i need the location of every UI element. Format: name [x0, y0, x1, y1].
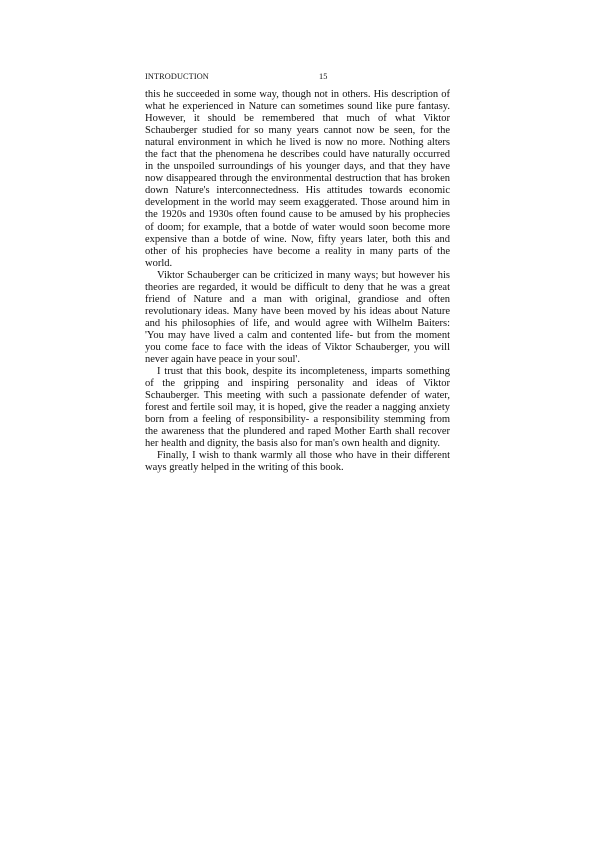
- paragraph-continuation: this he succeeded in some way, though not in others. His description of what he experienced in Nature can sometimes sound like pure fantasy. However, it should be remembered that much of what Viktor Schauberger studied for so many years cannot now be seen, for the natural environment in which he lived is now no more. Nothing alters the fact that the phenomena he describes could have naturally occurred in the unspoiled surroundings of his younger days, and that they have now disappeared through the environmental destruction that has broken down Nature's interconnectedness. His attitudes towards economic development in the world may seem exaggerated. Those around him in the 1920s and 1930s often found cause to be amused by his prophecies of doom; for example, that a botde of water would soon become more expensive than a botde of wine. Now, fifty years later, both this and other of his prophecies have become a reality in many parts of the world.: [145, 89, 450, 269]
- paragraph: Viktor Schauberger can be criticized in many ways; but however his theories are regarded, it would be difficult to deny that he was a great friend of Nature and a man with original, grandiose and often revolutionary ideas. Many have been moved by his ideas about Nature and his philosophies of life, and would agree with Wilhelm Baiters: 'You may have lived a calm and contented life- but from the moment you come face to face with the ideas of Viktor Schauberger, you will never again have peace in your soul'.: [145, 269, 450, 366]
- page-number: 15: [319, 72, 328, 81]
- body-text: [145, 89, 450, 475]
- running-header: [145, 72, 450, 84]
- paragraph: Finally, I wish to thank warmly all those who have in their different ways greatly helped in the writing of this book.: [145, 450, 450, 474]
- paragraph: I trust that this book, despite its incompleteness, imparts something of the gripping and inspiring personality and ideas of Viktor Schauberger. This meeting with such a passionate defender of water, forest and fertile soil may, it is hoped, give the reader a nagging anxiety born from a feeling of responsibility- a responsibility stemming from the awareness that the plundered and raped Mother Earth shall recover her health and dignity, the basis also for man's own health and dignity.: [145, 366, 450, 450]
- section-title: INTRODUCTION: [145, 72, 209, 81]
